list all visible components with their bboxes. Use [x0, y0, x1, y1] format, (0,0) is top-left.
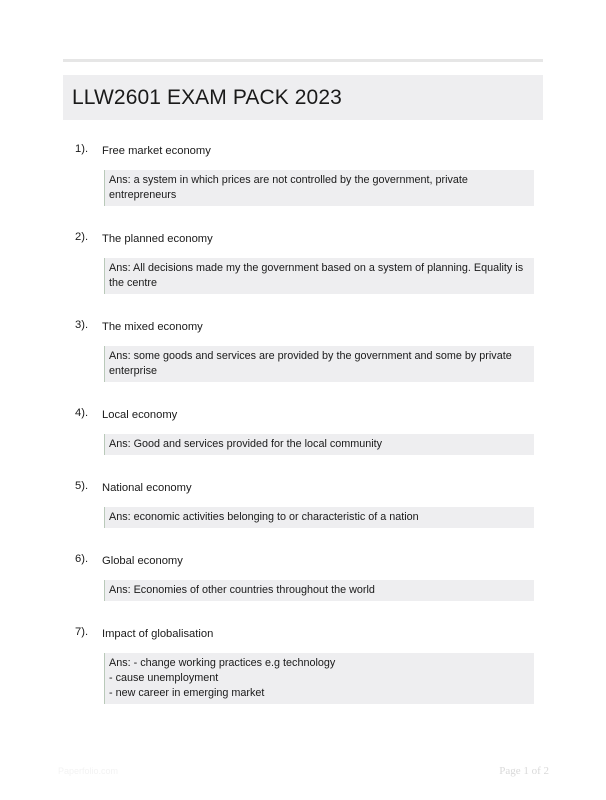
document-title: LLW2601 EXAM PACK 2023 [72, 85, 342, 109]
question-number: 2). [75, 231, 89, 243]
question-number: 1). [75, 143, 89, 155]
question-text: Impact of globalisation [102, 628, 214, 640]
question-text: The mixed economy [102, 321, 203, 333]
question-header [63, 319, 543, 336]
question-header [63, 231, 543, 248]
page-indicator: Page 1 of 2 [499, 765, 549, 777]
question-number: 3). [75, 319, 89, 331]
answer-box: Ans: a system in which prices are not controlled by the government, private entrepreneurs [104, 170, 534, 206]
question-text: Free market economy [102, 145, 211, 157]
top-divider [63, 59, 543, 62]
question-number: 7). [75, 626, 89, 638]
question-item [63, 480, 543, 528]
question-list [63, 143, 543, 729]
answer-box: Ans: - change working practices e.g technology - cause unemployment - new career in emerging market [104, 653, 534, 704]
question-text: Local economy [102, 409, 178, 421]
question-header [63, 143, 543, 160]
question-item [63, 407, 543, 455]
question-item [63, 231, 543, 294]
question-number: 5). [75, 480, 89, 492]
question-header [63, 626, 543, 643]
question-item [63, 319, 543, 382]
question-header [63, 480, 543, 497]
question-item [63, 553, 543, 601]
footer-watermark: Paperfolio.com [58, 766, 119, 776]
answer-box: Ans: Good and services provided for the local community [104, 434, 534, 455]
question-text: Global economy [102, 555, 183, 567]
question-header [63, 407, 543, 424]
answer-box: Ans: some goods and services are provided by the government and some by private enterprise [104, 346, 534, 382]
answer-box: Ans: economic activities belonging to or characteristic of a nation [104, 507, 534, 528]
question-number: 6). [75, 553, 89, 565]
answer-box: Ans: All decisions made my the government based on a system of planning. Equality is the centre [104, 258, 534, 294]
question-number: 4). [75, 407, 89, 419]
question-header [63, 553, 543, 570]
question-item [63, 143, 543, 206]
title-banner [63, 75, 543, 120]
question-text: The planned economy [102, 233, 213, 245]
answer-box: Ans: Economies of other countries throughout the world [104, 580, 534, 601]
question-item [63, 626, 543, 704]
question-text: National economy [102, 482, 192, 494]
